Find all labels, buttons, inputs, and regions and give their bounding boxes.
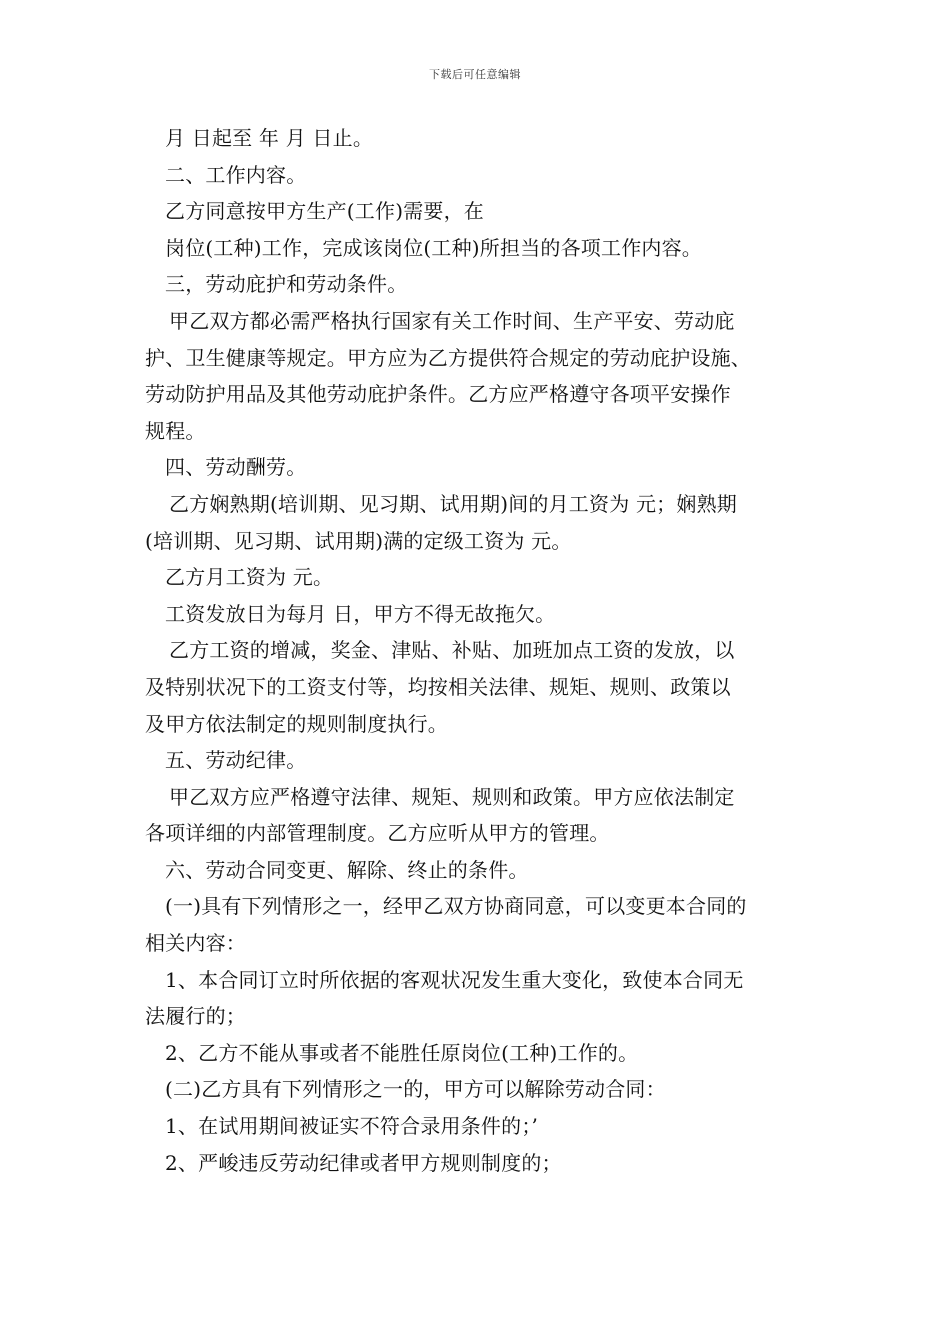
text-line: 乙方月工资为 元。 xyxy=(165,565,334,590)
text-line: 法履行的； xyxy=(145,1004,246,1029)
text-line: 乙方同意按甲方生产(工作)需要，在 xyxy=(165,199,485,224)
section-heading: 五、劳动纪律。 xyxy=(165,748,307,773)
text-line: 1、本合同订立时所依据的客观状况发生重大变化，致使本合同无 xyxy=(165,967,744,992)
text-line: 及特别状况下的工资支付等，均按相关法律、规矩、规则、政策以 xyxy=(145,674,731,699)
text-line: 相关内容： xyxy=(145,931,246,956)
section-heading: 四、劳动酬劳。 xyxy=(165,455,307,480)
text-line: 岗位(工种)工作，完成该岗位(工种)所担当的各项工作内容。 xyxy=(165,235,703,260)
text-line: 1、在试用期间被证实不符合录用条件的；’ xyxy=(165,1114,539,1139)
text-line: (一)具有下列情形之一，经甲乙双方协商同意，可以变更本合同的 xyxy=(165,894,747,919)
text-line: 护、卫生健康等规定。甲方应为乙方提供符合规定的劳动庇护设施、 xyxy=(145,345,751,370)
text-line: 乙方工资的增减，奖金、津贴、补贴、加班加点工资的发放，以 xyxy=(169,638,735,663)
document-body xyxy=(145,120,815,1181)
text-line: 及甲方依法制定的规则制度执行。 xyxy=(145,711,448,736)
text-line: 劳动防护用品及其他劳动庇护条件。乙方应严格遵守各项平安操作 xyxy=(145,382,731,407)
text-line: (培训期、见习期、试用期)满的定级工资为 元。 xyxy=(145,528,572,553)
text-line: 2、严峻违反劳动纪律或者甲方规则制度的； xyxy=(165,1150,562,1175)
text-line: 各项详细的内部管理制度。乙方应听从甲方的管理。 xyxy=(145,821,610,846)
section-heading: 二、工作内容。 xyxy=(165,162,307,187)
text-line: (二)乙方具有下列情形之一的，甲方可以解除劳动合同： xyxy=(165,1077,666,1102)
text-line: 乙方娴熟期(培训期、见习期、试用期)间的月工资为 元；娴熟期 xyxy=(169,491,737,516)
page-header-note: 下载后可任意编辑 xyxy=(429,68,521,81)
text-line: 规程。 xyxy=(145,418,206,443)
section-heading: 六、劳动合同变更、解除、终止的条件。 xyxy=(165,857,529,882)
text-line: 2、乙方不能从事或者不能胜任原岗位(工种)工作的。 xyxy=(165,1040,639,1065)
text-line: 月 日起至 年 月 日止。 xyxy=(165,126,374,150)
text-line: 甲乙双方应严格遵守法律、规矩、规则和政策。甲方应依法制定 xyxy=(169,784,735,809)
section-heading: 三，劳动庇护和劳动条件。 xyxy=(165,272,408,297)
text-line: 甲乙双方都必需严格执行国家有关工作时间、生产平安、劳动庇 xyxy=(169,308,735,333)
text-line: 工资发放日为每月 日，甲方不得无故拖欠。 xyxy=(165,601,556,626)
